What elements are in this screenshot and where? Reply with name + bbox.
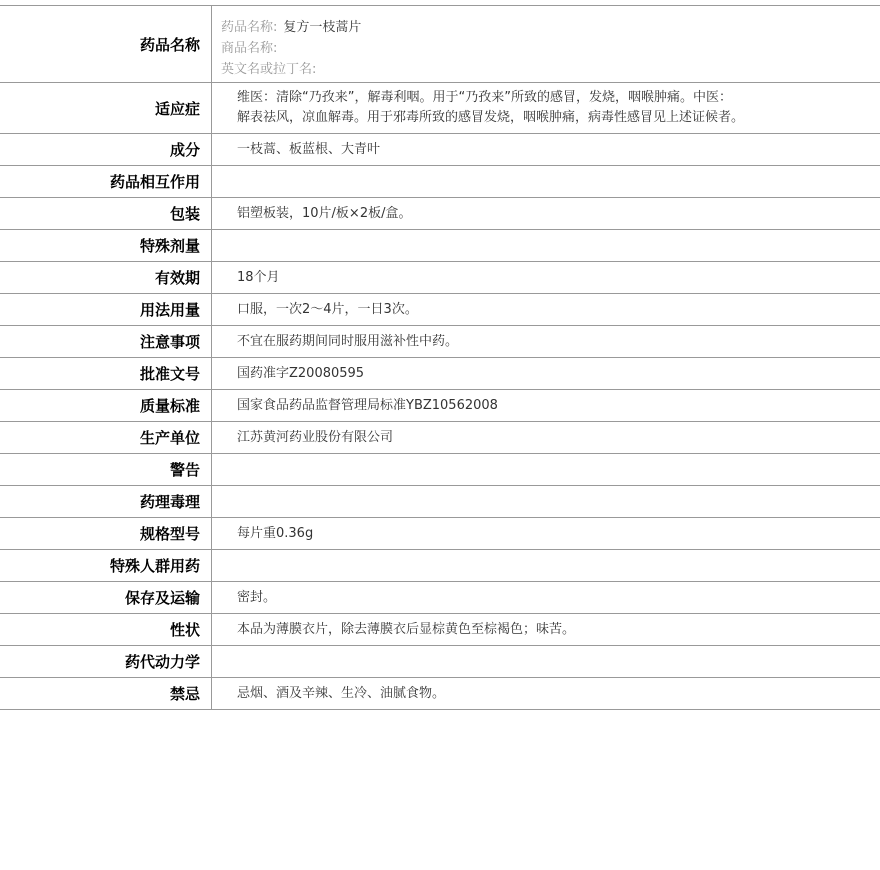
row-value: 江苏黄河药业股份有限公司: [212, 422, 880, 454]
drug-name-cell: [212, 6, 880, 83]
indication-row: [0, 83, 880, 134]
english-name-line: [221, 59, 880, 80]
row-label: 有效期: [0, 262, 212, 294]
row-label: 用法用量: [0, 294, 212, 326]
row-label: 药理毒理: [0, 486, 212, 518]
row-value: 国药准字Z20080595: [212, 358, 880, 390]
info-row: [0, 454, 880, 486]
indication-label: 适应症: [0, 83, 212, 134]
row-value: [212, 230, 880, 262]
info-row: [0, 422, 880, 454]
info-row: [0, 262, 880, 294]
row-label: 性状: [0, 614, 212, 646]
indication-value: [212, 83, 880, 134]
row-label: 规格型号: [0, 518, 212, 550]
row-value: 密封。: [212, 582, 880, 614]
english-name-key: 英文名或拉丁名:: [221, 62, 317, 77]
info-row: [0, 230, 880, 262]
row-value: 不宜在服药期间同时服用滋补性中药。: [212, 326, 880, 358]
info-row: [0, 550, 880, 582]
info-row: [0, 390, 880, 422]
row-label: 批准文号: [0, 358, 212, 390]
info-row: [0, 294, 880, 326]
row-label: 警告: [0, 454, 212, 486]
drug-name-row: [0, 6, 880, 83]
row-label: 禁忌: [0, 678, 212, 710]
info-row: [0, 678, 880, 710]
row-label: 药代动力学: [0, 646, 212, 678]
info-row: [0, 614, 880, 646]
info-row: [0, 646, 880, 678]
row-value: 本品为薄膜衣片，除去薄膜衣后显棕黄色至棕褐色；味苦。: [212, 614, 880, 646]
row-value: 18个月: [212, 262, 880, 294]
row-label: 包装: [0, 198, 212, 230]
drug-name-label: 药品名称: [0, 6, 212, 83]
info-row: [0, 166, 880, 198]
row-label: 质量标准: [0, 390, 212, 422]
row-value: 口服，一次2～4片，一日3次。: [212, 294, 880, 326]
generic-name-value: 复方一枝蒿片: [283, 20, 362, 35]
trade-name-key: 商品名称:: [221, 41, 278, 56]
info-row: [0, 198, 880, 230]
row-value: 忌烟、酒及辛辣、生冷、油腻食物。: [212, 678, 880, 710]
row-label: 特殊剂量: [0, 230, 212, 262]
indication-line-2: 解表祛风，凉血解毒。用于邪毒所致的感冒发烧，咽喉肿痛，病毒性感冒见上述证候者。: [237, 110, 745, 125]
row-value: [212, 486, 880, 518]
info-row: [0, 486, 880, 518]
info-row: [0, 358, 880, 390]
info-row: [0, 326, 880, 358]
generic-name-line: [221, 17, 880, 38]
row-label: 特殊人群用药: [0, 550, 212, 582]
info-rows: [0, 134, 880, 710]
info-row: [0, 518, 880, 550]
row-label: 成分: [0, 134, 212, 166]
row-label: 注意事项: [0, 326, 212, 358]
row-label: 生产单位: [0, 422, 212, 454]
info-row: [0, 582, 880, 614]
row-value: [212, 454, 880, 486]
info-row: [0, 134, 880, 166]
row-value: 一枝蒿、板蓝根、大青叶: [212, 134, 880, 166]
drug-info-table: [0, 5, 880, 710]
row-label: 药品相互作用: [0, 166, 212, 198]
row-value: [212, 646, 880, 678]
trade-name-line: [221, 38, 880, 59]
row-label: 保存及运输: [0, 582, 212, 614]
row-value: [212, 550, 880, 582]
row-value: 国家食品药品监督管理局标准YBZ10562008: [212, 390, 880, 422]
generic-name-key: 药品名称:: [221, 20, 278, 35]
row-value: 铝塑板装，10片/板×2板/盒。: [212, 198, 880, 230]
indication-line-1: 维医：清除“乃孜来”，解毒利咽。用于“乃孜来”所致的感冒，发烧，咽喉肿痛。中医：: [237, 90, 732, 105]
row-value: 每片重0.36g: [212, 518, 880, 550]
row-value: [212, 166, 880, 198]
